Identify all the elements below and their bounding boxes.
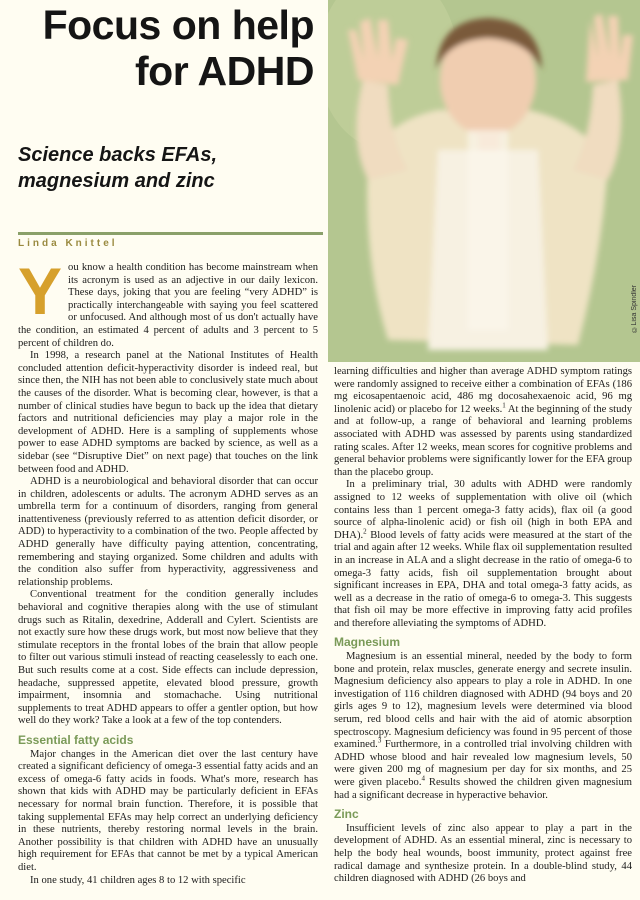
author-byline: Linda Knittel [18,232,323,249]
text-span: Furthermore, in a controlled trial involving children with ADHD whose blood and hair revealed low magnesium levels, 50 were given 200 mg of magnesium per day for six months, and 25 were given placebo. [334,739,632,788]
article-subtitle [18,142,318,194]
text-span: learning difficulties and higher than average ADHD symptom ratings were randomly assigned to receive either a combination of EFAs (186 mg eicosapentaenoic acid, 486 mg docosahexaenoic acid, 96 mg linolenic acid) or placebo for 12 weeks. [334,366,632,415]
heading-essential-fatty-acids: Essential fatty acids [18,732,134,747]
paragraph-zinc: Insufficient levels of zinc also appear to play a part in the development of ADHD. As an essential mineral, zinc is necessary to help the body heal wounds, boost immunity, protect against free radical damage and synthesize protein. In a double-blind study, 44 children diagnosed with ADHD (26 boys and [334,822,632,885]
drop-cap: Y [18,254,63,328]
child-photo [328,0,640,362]
subtitle-line-2: magnesium and zinc [18,170,215,192]
footnote-ref: 4 [421,774,426,783]
footnote-ref: 3 [377,736,382,745]
photo-credit: ©Lisa Spindler [631,284,638,332]
paragraph-efa-study-start: In one study, 41 children ages 8 to 12 with specific [30,874,246,886]
intro-paragraph [18,254,318,350]
subtitle-line-1: Science backs EFAs, [18,144,218,166]
title-line-2: for ADHD [135,48,314,94]
heading-zinc: Zinc [334,807,359,822]
paragraph-nih: In 1998, a research panel at the National Institutes of Health concluded attention deficit-hyperactivity disorder is indeed real, but since then, the NIH has not been able to conclusively state much about the causes of the disorder. What is becoming clear, however, is that a number of clinical studies have begun to back up the idea that dietary factors and nutritional deficiencies may play a major role in the development of ADHD. Here is a sampling of supplements whose power to ease ADHD symptoms are backed by science, as well as a sidebar (see “Disruptive Diet” on next page) that touches on the link between food and ADHD. [18,350,318,475]
paragraph-adult-trial [334,479,632,630]
paragraph-efa-diet: Major changes in the American diet over the last century have created a significant deficiency of omega-3 essential fatty acids and an excess of omega-6 fatty acids in foods. What's more, research has shown that kids with ADHD may be particularly deficient in EFAs necessary for normal brain function. Therefore, it is possible that taking supplemental EFAs may help correct an underlying deficiency in these nutrients, thereby restoring normal levels in the brain. Another possibility is that children with ADHD have an unusually high requirement for EFAs that cannot be met by a typical American diet. [18,748,318,873]
child-photo-illustration [328,0,640,362]
text-span: At the beginning of the study and at follow-up, a range of behavioral and learning problems associated with ADHD was assessed by parents using standardized rating scales. After 12 weeks, mean scores for cognitive problems and general behavior problems were significantly lower for the EFA group than the placebo group. [334,403,632,478]
text-span: In a preliminary trial, 30 adults with ADHD were randomly assigned to 12 weeks of supplementation with olive oil (which contains less than 1 percent omega-3 fatty acids), flax oil (a good source of alpha-linolenic acid) or fish oil (high in both EPA and DHA). [334,479,632,541]
title-line-1: Focus on help [42,2,314,48]
text-span: Blood levels of fatty acids were measured at the start of the trial and again after 12 weeks. While flax oil supplementation resulted in an increase in ALA and a slight decrease in the ratio of omega-6 to omega-3 fatty acids, fish oil supplementation brought about significant increases in EPA, DHA and total omega-3 fatty acids, as well as a decrease in the ratio of omega-6 to omega-3. This suggests that fish oil may be more effective in improving fatty acid profiles and therefore alleviating the symptoms of ADHD. [334,529,632,629]
paragraph-treatment: Conventional treatment for the condition generally includes behavioral and cognitive therapies along with the use of stimulant drugs such as Ritalin, dexedrine, Adderall and Cylert. Scientists are not exactly sure how these drugs work, but most now believe that they stimulate receptors in the frontal lobes of the brain that allow people to filter out various stimuli instead of reacting ceaselessly to each one. But such results come at a cost. Side effects can include depression, headache, suppressed appetite, elevated blood pressure, growth impairment, insomnia and stomachache. Using nutritional supplements to treat ADHD appears to offer a gentler option, but how well do they work? Take a look at a few of the top contenders. [18,589,318,727]
text-span: Results showed the children given magnesium had a significant decrease in hyperactive behavior. [334,777,632,801]
heading-magnesium: Magnesium [334,635,401,650]
footnote-ref: 2 [363,527,367,536]
footnote-ref: 1 [502,401,506,410]
article-title [14,2,314,94]
text-span: Magnesium is an essential mineral, needed by the body to form bone and protein, relax muscles, generate energy and secrete insulin. Magnesium deficiency also appears to play a role in ADHD. In one investigation of 116 children diagnosed with ADHD (94 boys and 20 girls ages 9 to 12), magnesium levels were determined via blood serum, red blood cells and hair with the aid of atomic absorption spectroscopy. Magnesium deficiency was found in 95 percent of those examined. [334,651,632,751]
text-column-right [334,366,632,886]
paragraph-efa-study-cont [334,366,632,479]
paragraph-magnesium [334,651,632,802]
text-column-left [18,254,318,887]
intro-text: ou know a health condition has become mainstream when its acronym is used as an adjective in our daily lexicon. These days, joking that you are feeling “very ADHD” is practically interchangeable with saying you feel scattered or unfocused. And although most of us don't actually have the condition, an estimated 4 percent of adults and 3 percent to 5 percent of children do. [18,262,318,349]
paragraph-definition: ADHD is a neurobiological and behavioral disorder that can occur in children, adolescents or adults. The acronym ADHD serves as an umbrella term for a continuum of disorders, ranging from general inattentiveness (previously referred to as attention deficit disorder, or ADD) to hyperactivity to a combination of the two. People affected by ADHD generally have difficulty paying attention, concentrating, remembering and staying organized. Some children and adults with the condition also suffer from hyperactivity, aggressiveness and relationship problems. [18,476,318,588]
